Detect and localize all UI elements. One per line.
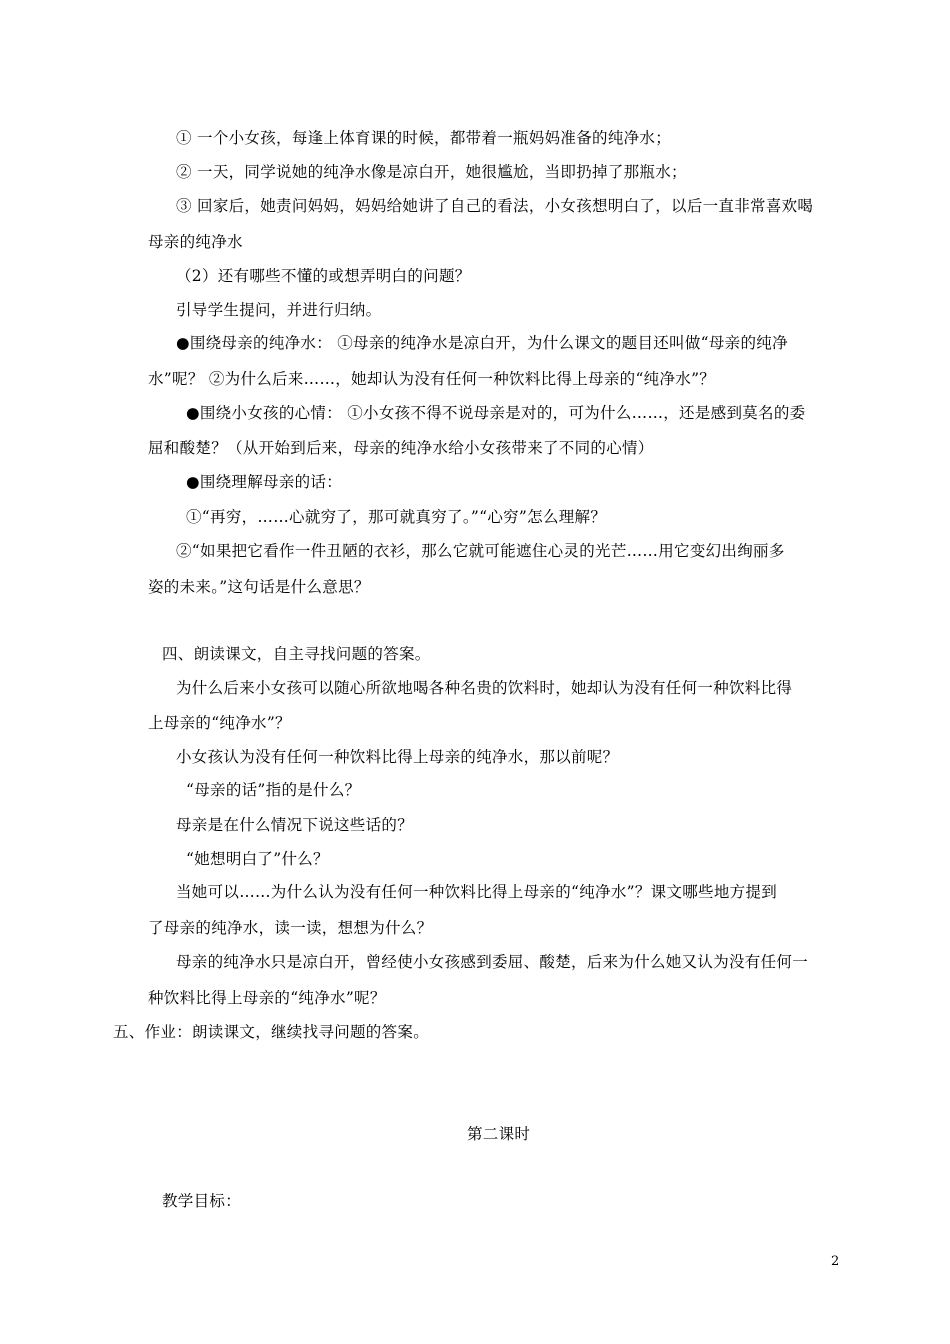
text-line: 水”呢？ ②为什么后来……，她却认为没有任何一种饮料比得上母亲的“纯净水”？ [148,370,716,388]
text-line: ② 一天，同学说她的纯净水像是凉白开，她很尴尬，当即扔掉了那瓶水； [176,163,687,181]
text-line: ③ 回家后，她责问妈妈，妈妈给她讲了自己的看法，小女孩想明白了，以后一直非常喜欢喝 [176,197,814,215]
text-line: 引导学生提问，并进行归纳。 [176,301,382,319]
text-line: “她想明白了”什么？ [186,850,329,868]
text-line: 母亲的纯净水只是凉白开，曾经使小女孩感到委屈、酸楚，后来为什么她又认为没有任何一 [176,953,809,971]
text-line: （2）还有哪些不懂的或想弄明白的问题？ [176,267,471,285]
text-line: “母亲的话”指的是什么？ [186,781,361,799]
text-line: 屈和酸楚？（从开始到后来，母亲的纯净水给小女孩带来了不同的心情） [148,439,654,457]
section-heading: 教学目标： [162,1192,242,1210]
lesson-title: 第二课时 [467,1125,531,1143]
section-heading: 四、朗读课文，自主寻找问题的答案。 [162,645,431,663]
text-line: ●围绕母亲的纯净水： ①母亲的纯净水是凉白开，为什么课文的题目还叫做“母亲的纯净 [176,334,788,352]
text-line: 为什么后来小女孩可以随心所欲地喝各种名贵的饮料时，她却认为没有任何一种饮料比得 [176,679,793,697]
text-line: 种饮料比得上母亲的“纯净水”呢？ [148,989,386,1007]
text-line: 当她可以……为什么认为没有任何一种饮料比得上母亲的“纯净水”？课文哪些地方提到 [176,883,778,901]
page-number: 2 [831,1254,840,1269]
text-line: ②“如果把它看作一件丑陋的衣衫，那么它就可能遮住心灵的光芒……用它变幻出绚丽多 [176,542,785,560]
text-line: 小女孩认为没有任何一种饮料比得上母亲的纯净水，那以前呢？ [176,748,619,766]
text-line: ●围绕小女孩的心情： ①小女孩不得不说母亲是对的，可为什么……，还是感到莫名的委 [186,404,806,422]
text-line: 姿的未来。”这句话是什么意思？ [148,578,370,596]
text-line: ●围绕理解母亲的话： [186,473,343,491]
section-heading: 五、作业：朗读课文，继续找寻问题的答案。 [113,1023,430,1041]
text-line: 母亲的纯净水 [148,233,243,251]
text-line: 母亲是在什么情况下说这些话的？ [176,816,414,834]
text-line: ① 一个小女孩，每逢上体育课的时候，都带着一瓶妈妈准备的纯净水； [176,129,672,147]
text-line: 上母亲的“纯净水”？ [148,714,291,732]
text-line: ①“再穷，……心就穷了，那可就真穷了。”“心穷”怎么理解？ [186,508,607,526]
text-line: 了母亲的纯净水，读一读，想想为什么？ [148,919,433,937]
